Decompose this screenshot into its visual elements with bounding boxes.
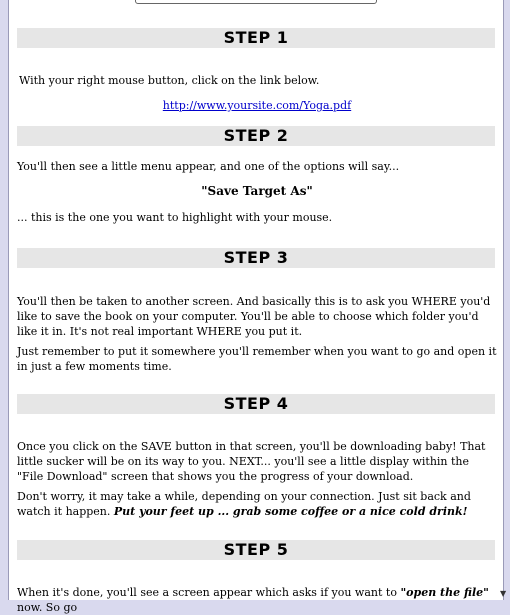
open-the-file-emphasis: "open the file": [400, 586, 488, 599]
download-link-row: [17, 98, 497, 113]
step-5-text-end: now. So go: [17, 601, 77, 614]
step-2-line-1: You'll then see a little menu appear, and one of the options will say...: [17, 159, 497, 174]
feet-up-emphasis: Put your feet up ... grab some coffee or a nice cold drink!: [114, 505, 468, 518]
step-4-paragraph-1: Once you click on the SAVE button in that screen, you'll be downloading baby! That little sucker will be on its way to you. NEXT... you'll see a little display within the "File Download" screen that shows you the progress of your download.: [17, 439, 497, 484]
step-3-paragraph-2: Just remember to put it somewhere you'll remember when you want to go and open it in just a few moments time.: [17, 344, 497, 374]
step-5-heading: STEP 5: [17, 540, 495, 560]
scroll-down-arrow-icon[interactable]: ▼: [500, 590, 508, 598]
step-3-heading: STEP 3: [17, 248, 495, 268]
step-4-heading: STEP 4: [17, 394, 495, 414]
step-4-paragraph-2: [17, 489, 497, 519]
step-5-paragraph: [17, 585, 497, 615]
step-1-instruction: With your right mouse button, click on the link below.: [19, 73, 499, 88]
download-link[interactable]: http://www.yoursite.com/Yoga.pdf: [163, 99, 351, 112]
step-1-heading: STEP 1: [17, 28, 495, 48]
top-box: [135, 0, 377, 4]
document-page: [8, 0, 504, 600]
step-5-text-start: When it's done, you'll see a screen appear which asks if you want to: [17, 586, 400, 599]
step-3-paragraph-1: You'll then be taken to another screen. And basically this is to ask you WHERE you'd like to save the book on your computer. You'll be able to choose which folder you'd like it in. It's not real important WHERE you put it.: [17, 294, 497, 339]
step-2-heading: STEP 2: [17, 126, 495, 146]
step-4-paragraph-2-text: Don't worry, it may take a while, depending on your connection. Just sit back and watch it happen.: [17, 490, 471, 518]
save-target-quote: "Save Target As": [17, 184, 497, 199]
step-2-line-2: ... this is the one you want to highlight with your mouse.: [17, 210, 497, 225]
